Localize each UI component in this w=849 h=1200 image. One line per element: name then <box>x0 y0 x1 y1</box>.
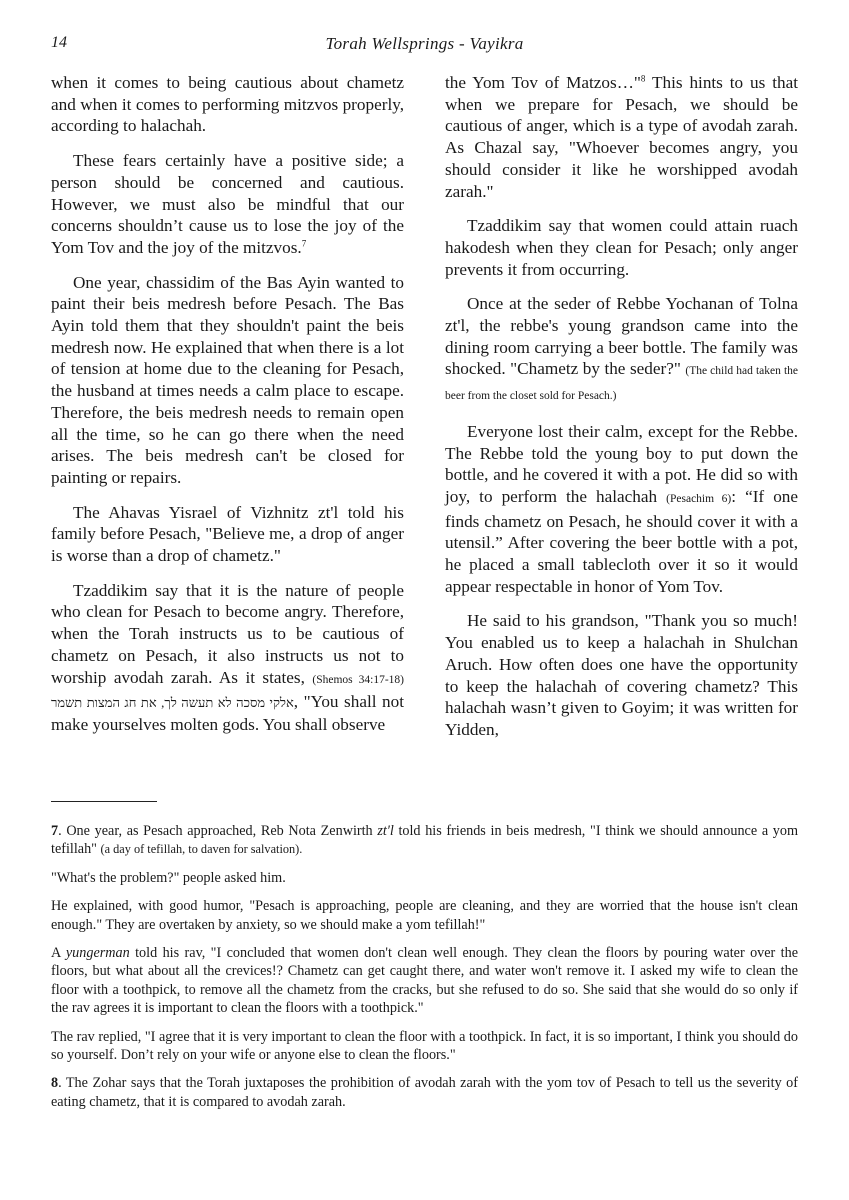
paragraph: One year, chassidim of the Bas Ayin wanted to paint their beis medresh before Pesach. The Bas Ayin told them that they shouldn't paint the beis medresh now. He explained that when there is a lot of tension at home due to the cleaning for Pesach, the husband at times needs a calm place to escape. Therefore, the beis medresh needs to remain open all the time, so he can go there when the need arises. The beis medresh can't be closed for painting or repairs. <box>51 272 404 487</box>
paragraph <box>445 72 798 202</box>
source-citation: (Shemos 34:17-18) <box>312 673 405 686</box>
footnote-paragraph: "What's the problem?" people asked him. <box>51 869 286 886</box>
paragraph-text: Everyone lost their calm, except for the Rebbe. The Rebbe told the young boy to put down the bottle, and he covered it with a pot. He did so with joy, to perform the halachah <box>445 421 798 506</box>
paragraph: He said to his grandson, "Thank you so much! You enabled us to keep a halachah in Shulchan Aruch. How often does one have the opportunity to keep the halachah of covering chametz? This halachah wasn’t given to Goyim; it was written for Yidden, <box>445 611 798 739</box>
footnote-paragraph <box>51 944 798 1018</box>
footnote-paragraph: He explained, with good humor, "Pesach is approaching, people are cleaning, and they are worried that the house isn't clean enough." They are overtaken by anxiety, so we should make a yom tefillah!" <box>51 898 798 933</box>
footnote-text: . One year, as Pesach approached, Reb Nota Zenwirth <box>58 823 378 839</box>
right-column <box>445 72 798 754</box>
parenthetical-note: (a day of tefillah, to daven for salvation). <box>100 842 303 857</box>
footnote-text: told his rav, "I concluded that women don't clean well enough. They clean the floors by pouring water over the floors, but what about all the crevices!? Chametz can get caught there, and water won't remove it. I asked my wife to clean the floor with a toothpick, to remove all the chametz from the cracks, but she refused to do so. She said that she would do so only if the rav agrees it is important to clean the floors with a toothpick." <box>51 945 799 1017</box>
footnote-ref-8[interactable]: 8 <box>640 73 646 84</box>
footnote-text: zt'l <box>377 823 394 839</box>
paragraph-text: Tzaddikim say that it is the nature of people who clean for Pesach to become angry. Therefore, when the Torah instructs us to be cautious of chametz on Pesach, it also instructs us not to worship avodah zarah. As it states, <box>51 580 404 687</box>
paragraph: when it comes to being cautious about chametz and when it comes to performing mitzvos properly, according to halachah. <box>51 73 404 136</box>
paragraph <box>445 293 798 408</box>
footnote-ref-7[interactable]: 7 <box>301 238 307 249</box>
paragraph: Tzaddikim say that women could attain ruach hakodesh when they clean for Pesach; only anger prevents it from occurring. <box>445 216 798 279</box>
footnote-text: told his friends in beis medresh, "I think we should announce a yom tefillah" <box>51 823 799 858</box>
footnote-number: 8 <box>51 1075 59 1092</box>
paragraph-text: Once at the seder of Rebbe Yochanan of Tolna zt'l, the rebbe's young grandson came into the dining room carrying a beer bottle. The family was shocked. "Chametz by the seder?" <box>445 294 798 379</box>
footnotes <box>51 822 798 1121</box>
paragraph-text: These fears certainly have a positive side; a person should be concerned and cautious. However, we must also be mindful that our concerns shouldn’t cause us to lose the joy of the Yom Tov and the joy of the mitzvos. <box>51 151 404 257</box>
running-head: Torah Wellsprings - Vayikra <box>325 34 524 53</box>
paragraph <box>445 421 798 598</box>
paragraph-text: the Yom Tov of Matzos…" <box>445 73 641 92</box>
page-number: 14 <box>51 34 67 51</box>
paragraph: The Ahavas Yisrael of Vizhnitz zt'l told his family before Pesach, "Believe me, a drop of anger is worse than a drop of chametz." <box>51 502 404 566</box>
paragraph-text: : “If one finds chametz on Pesach, he should cover it with a utensil.” After covering the beer bottle with a pot, he placed a small tablecloth over it so it would appear respectable in honor of Yom Tov. <box>445 486 799 596</box>
paragraph-text: , "You shall not make yourselves molten gods. You shall observe <box>51 692 404 734</box>
left-column <box>51 72 404 749</box>
footnote-7 <box>51 822 798 859</box>
source-citation: (Pesachim 6) <box>666 492 732 505</box>
hebrew-quote: אלקי מסכה לא תעשה לך, את חג המצות תשמר <box>51 695 294 711</box>
footnote-text: yungerman <box>65 945 130 962</box>
paragraph <box>51 580 404 736</box>
paragraph <box>51 150 404 259</box>
parenthetical-note: (The child had taken the beer from the closet sold for Pesach.) <box>445 365 798 403</box>
footnote-text: A <box>51 945 66 962</box>
footnote-8 <box>51 1074 798 1111</box>
footnote-text: . The Zohar says that the Torah juxtaposes the prohibition of avodah zarah with the yom tov of Pesach to tell us the severity of eating chametz, that it is compared to avodah zarah. <box>51 1075 798 1110</box>
footnote-number: 7 <box>51 823 59 839</box>
footnote-divider <box>51 801 157 802</box>
paragraph-text: This hints to us that when we prepare for Pesach, we should be cautious of anger, which is a type of avodah zarah. As Chazal say, "Whoever becomes angry, you should consider it like he worshipped avodah zarah." <box>445 73 798 201</box>
footnote-paragraph: The rav replied, "I agree that it is very important to clean the floor with a toothpick. In fact, it is so important, I think you should do so yourself. Don’t rely on your wife or anyone else to clean the floors." <box>51 1028 798 1064</box>
